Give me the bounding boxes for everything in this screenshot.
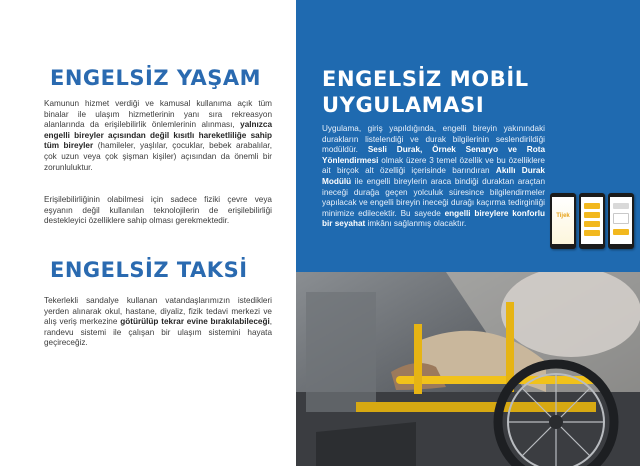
- text-run: (hamileler, yaşlılar, çocuklar, bebek arabalılar, çok uzun veya çok şişman kişiler) açısından da önemli bir zorunluluktur.: [44, 141, 272, 172]
- left-column: [0, 0, 296, 466]
- text-run: imkânı sağlanmış olacaktır.: [365, 219, 467, 229]
- phone-menu-screen: [579, 193, 605, 249]
- erisilebilirlik-paragraph: Erişilebilirliğinin olabilmesi için sadece fiziki çevre veya eşyanın değil kullanılan teknolojilerin de erişilebilirliği destekleyici özelliklere sahip olması gerekmektedir.: [44, 195, 272, 226]
- text-run: engelli bireylere konforlu bir seyahat: [322, 208, 546, 229]
- phone-route-screen: [608, 193, 634, 249]
- engelsiz-mobil-paragraph: [322, 124, 545, 230]
- mobil-heading-line2: UYGULAMASI: [322, 93, 485, 117]
- app-logo: Tijek: [556, 213, 570, 219]
- text-run: Uygulama, giriş yapıldığında, engelli bireyin yakınındaki durakların listelendiği ve durak bilgilerinin seslendirildiği modüldür.: [322, 124, 545, 155]
- engelsiz-mobil-heading: [322, 66, 542, 118]
- text-run: , randevu sistemi ile çalışan bir ulaşım sistemini hayata geçireceğiz.: [44, 317, 272, 348]
- phone-splash-screen: [550, 193, 576, 249]
- text-run: Akıllı Durak Modülü: [322, 166, 545, 186]
- mobil-heading-line1: ENGELSİZ MOBİL: [322, 67, 529, 91]
- text-run: ile engelli bireylerin araca bindiği duraktan araçtan ineceği durağa geçen yolculuk süresince bilgilendirmeler yapılacak ve engelli bireyin ineceği durağı kaçırma tedirginliği minimize edilecektir. Bu sayede: [322, 176, 545, 218]
- engelsiz-taksi-paragraph: [44, 296, 272, 349]
- text-run: olmak üzere 3 temel özellik ve bu özelliklere ait birçok alt özelliği içerisinde barındıran: [322, 155, 545, 176]
- engelsiz-yasam-paragraph: [44, 99, 272, 173]
- text-run: yalnızca engelli bireyler açısından değil kısıtlı hareketliliğe sahip tüm bireyler: [44, 120, 272, 151]
- engelsiz-taksi-heading: ENGELSİZ TAKSİ: [50, 258, 248, 282]
- text-run: Kamunun hizmet verdiği ve kamusal kullanıma açık tüm binalar ile ulaşım hizmetlerinin yanı sıra rekreasyon alanlarında da erişilebilirlik önlemlerinin alınması,: [44, 99, 272, 130]
- text-run: götürülüp tekrar evine bırakılabileceği: [120, 317, 270, 327]
- engelsiz-yasam-heading: ENGELSİZ YAŞAM: [50, 66, 262, 90]
- wheelchair-photo: [296, 272, 640, 466]
- text-run: Tekerlekli sandalye kullanan vatandaşlarımızın istedikleri yerden alınarak okul, hastane, diyaliz, fizik tedavi merkezi ve alış veriş merkezine: [44, 296, 272, 327]
- text-run: Sesli Durak, Örnek Senaryo ve Rota Yönlendirmesi: [322, 145, 546, 165]
- app-phones-illustration: [548, 193, 636, 253]
